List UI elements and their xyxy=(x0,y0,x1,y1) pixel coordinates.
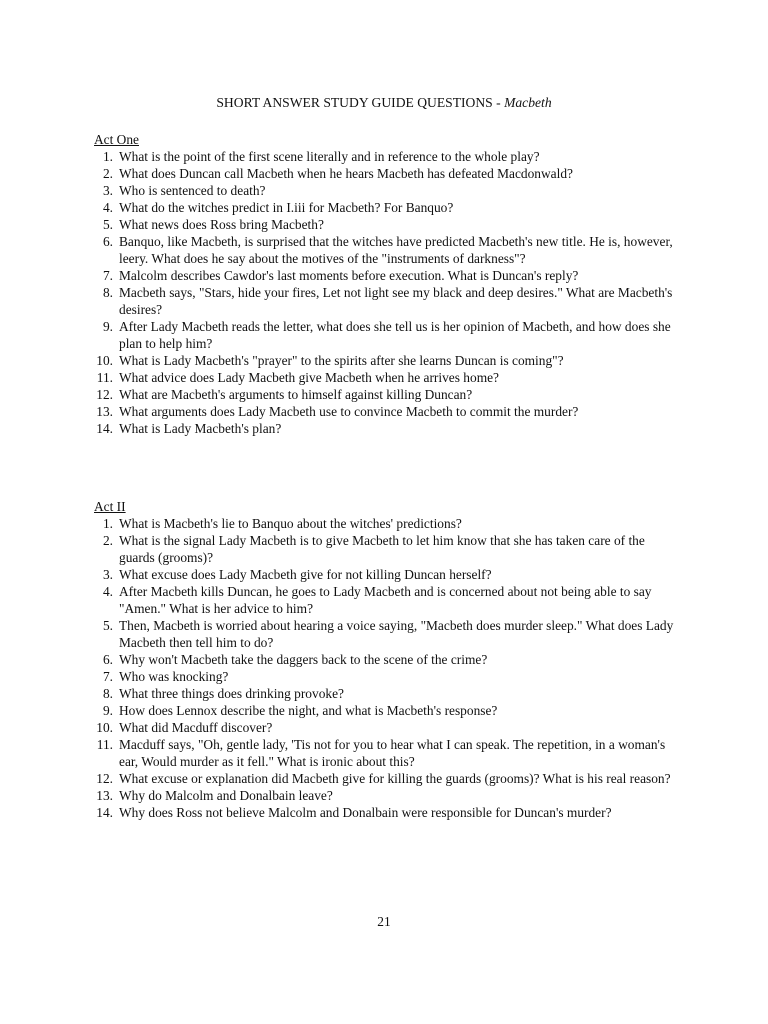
question-number: 4. xyxy=(102,584,113,599)
question-text: What three things does drinking provoke? xyxy=(119,686,344,701)
question-number: 9. xyxy=(102,703,113,718)
question-item xyxy=(94,165,674,182)
question-number: 7. xyxy=(102,669,113,684)
page-number: 21 xyxy=(377,914,391,929)
question-number: 11. xyxy=(96,370,113,385)
question-text: Malcolm describes Cawdor's last moments before execution. What is Duncan's reply? xyxy=(119,268,579,283)
question-text: After Lady Macbeth reads the letter, what does she tell us is her opinion of Macbeth, and how does she plan to help him? xyxy=(119,319,671,351)
question-number: 5. xyxy=(102,618,113,633)
question-number: 14. xyxy=(96,421,113,436)
question-item xyxy=(94,267,674,284)
question-text: What news does Ross bring Macbeth? xyxy=(119,217,324,232)
question-text: What is the point of the first scene literally and in reference to the whole play? xyxy=(119,149,540,164)
question-number: 13. xyxy=(96,788,113,803)
question-text: Why do Malcolm and Donalbain leave? xyxy=(119,788,333,803)
question-text: What is the signal Lady Macbeth is to give Macbeth to let him know that she has taken care of the guards (grooms)? xyxy=(119,533,645,565)
question-text: What is Lady Macbeth's "prayer" to the spirits after she learns Duncan is coming"? xyxy=(119,353,564,368)
question-number: 9. xyxy=(102,319,113,334)
question-item xyxy=(94,369,674,386)
question-item xyxy=(94,719,674,736)
question-item xyxy=(94,566,674,583)
question-text: What are Macbeth's arguments to himself against killing Duncan? xyxy=(119,387,473,402)
question-text: Then, Macbeth is worried about hearing a voice saying, "Macbeth does murder sleep." What does Lady Macbeth then tell him to do? xyxy=(119,618,674,650)
question-text: Why does Ross not believe Malcolm and Donalbain were responsible for Duncan's murder? xyxy=(119,805,612,820)
question-item xyxy=(94,770,674,787)
question-item xyxy=(94,233,674,267)
question-number: 10. xyxy=(96,720,113,735)
question-text: Why won't Macbeth take the daggers back to the scene of the crime? xyxy=(119,652,488,667)
title-prefix: SHORT ANSWER STUDY GUIDE QUESTIONS - xyxy=(216,95,505,110)
question-item xyxy=(94,284,674,318)
question-text: What excuse does Lady Macbeth give for not killing Duncan herself? xyxy=(119,567,492,582)
question-number: 6. xyxy=(102,652,113,667)
question-text: What is Lady Macbeth's plan? xyxy=(119,421,282,436)
question-text: Macduff says, "Oh, gentle lady, 'Tis not for you to hear what I can speak. The repetition, in a woman's ear, Would murder as it fell." What is ironic about this? xyxy=(119,737,666,769)
question-item xyxy=(94,420,674,437)
question-item xyxy=(94,736,674,770)
question-text: What does Duncan call Macbeth when he hears Macbeth has defeated Macdonwald? xyxy=(119,166,573,181)
question-number: 3. xyxy=(102,183,113,198)
question-text: What excuse or explanation did Macbeth give for killing the guards (grooms)? What is his real reason? xyxy=(119,771,671,786)
question-number: 8. xyxy=(102,686,113,701)
question-item xyxy=(94,515,674,532)
question-item xyxy=(94,685,674,702)
question-text: Banquo, like Macbeth, is surprised that the witches have predicted Macbeth's new title. He is, however, leery. What does he say about the motives of the "instruments of darkness"? xyxy=(119,234,673,266)
question-text: How does Lennox describe the night, and what is Macbeth's response? xyxy=(119,703,498,718)
section-act-two xyxy=(94,498,674,821)
question-text: Who was knocking? xyxy=(119,669,229,684)
question-text: Who is sentenced to death? xyxy=(119,183,266,198)
title-work: Macbeth xyxy=(504,95,552,110)
question-number: 11. xyxy=(96,737,113,752)
question-text: What did Macduff discover? xyxy=(119,720,273,735)
question-item xyxy=(94,668,674,685)
question-list xyxy=(94,148,674,437)
question-number: 3. xyxy=(102,567,113,582)
question-list xyxy=(94,515,674,821)
question-text: What arguments does Lady Macbeth use to convince Macbeth to commit the murder? xyxy=(119,404,579,419)
question-item xyxy=(94,352,674,369)
question-number: 4. xyxy=(102,200,113,215)
question-text: Macbeth says, "Stars, hide your fires, Let not light see my black and deep desires." What are Macbeth's desires? xyxy=(119,285,673,317)
question-number: 8. xyxy=(102,285,113,300)
question-number: 2. xyxy=(102,166,113,181)
question-number: 10. xyxy=(96,353,113,368)
question-item xyxy=(94,199,674,216)
question-number: 1. xyxy=(102,149,113,164)
question-number: 12. xyxy=(96,771,113,786)
question-item xyxy=(94,532,674,566)
question-item xyxy=(94,386,674,403)
question-text: What advice does Lady Macbeth give Macbeth when he arrives home? xyxy=(119,370,499,385)
section-heading: Act One xyxy=(94,132,139,147)
question-item xyxy=(94,787,674,804)
section-act-one xyxy=(94,131,674,437)
question-number: 12. xyxy=(96,387,113,402)
question-number: 7. xyxy=(102,268,113,283)
question-item xyxy=(94,583,674,617)
question-item xyxy=(94,651,674,668)
question-text: After Macbeth kills Duncan, he goes to Lady Macbeth and is concerned about not being able to say "Amen." What is her advice to him? xyxy=(119,584,652,616)
question-item xyxy=(94,182,674,199)
question-item xyxy=(94,318,674,352)
question-item xyxy=(94,216,674,233)
question-number: 13. xyxy=(96,404,113,419)
question-number: 14. xyxy=(96,805,113,820)
question-text: What is Macbeth's lie to Banquo about the witches' predictions? xyxy=(119,516,462,531)
question-number: 2. xyxy=(102,533,113,548)
question-item xyxy=(94,617,674,651)
page-title xyxy=(0,94,768,111)
question-item xyxy=(94,403,674,420)
question-item xyxy=(94,148,674,165)
section-heading: Act II xyxy=(94,499,126,514)
question-number: 1. xyxy=(102,516,113,531)
question-number: 6. xyxy=(102,234,113,249)
question-item xyxy=(94,702,674,719)
question-number: 5. xyxy=(102,217,113,232)
question-text: What do the witches predict in I.iii for Macbeth? For Banquo? xyxy=(119,200,454,215)
question-item xyxy=(94,804,674,821)
